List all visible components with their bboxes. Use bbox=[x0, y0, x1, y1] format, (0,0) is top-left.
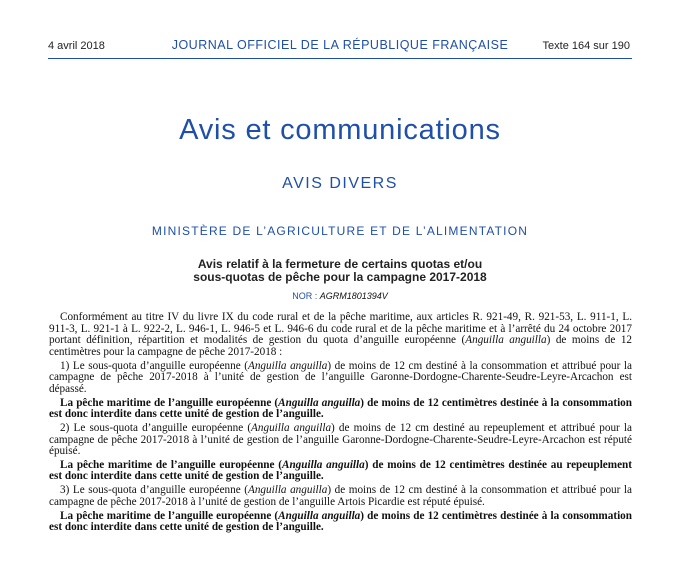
item-2-paragraph bbox=[49, 423, 632, 458]
item-1-decision-b: ) de moins de 12 centimètres destinée à la consommation est donc interdite dans cette unité de gestion de l’anguille. bbox=[49, 396, 632, 421]
header-rule bbox=[48, 58, 632, 59]
species-latin: Anguilla anguilla bbox=[251, 421, 332, 434]
item-3-text-b: ) de moins de 12 cm destiné à la consommation et attribué pour la campagne de pêche 2017-2018 à l’unité de gestion de l’anguille Artois Picardie est réputé épuisé. bbox=[49, 484, 633, 508]
item-1-decision-a: La pêche maritime de l’anguille européenne ( bbox=[60, 396, 279, 409]
species-latin: Anguilla anguilla bbox=[247, 484, 328, 497]
item-3-decision-a: La pêche maritime de l’anguille européenne ( bbox=[60, 509, 279, 522]
item-3-decision-b: ) de moins de 12 centimètres destinée à la consommation est donc interdite dans cette unité de gestion de l’anguille. bbox=[49, 509, 632, 534]
item-2-text-a: 2) Le sous-quota d’anguille européenne ( bbox=[60, 421, 252, 434]
nor-reference bbox=[0, 291, 680, 301]
page-header bbox=[0, 0, 680, 62]
intro-paragraph bbox=[49, 312, 632, 358]
item-1-decision bbox=[49, 398, 632, 421]
item-3-text-a: 3) Le sous-quota d’anguille européenne ( bbox=[60, 484, 248, 497]
notice-title-line1: Avis relatif à la fermeture de certains quotas et/ou bbox=[197, 257, 483, 271]
subsection-title: AVIS DIVERS bbox=[282, 175, 398, 192]
header-date: 4 avril 2018 bbox=[48, 40, 105, 52]
item-1-paragraph bbox=[49, 361, 632, 396]
section-title: Avis et communications bbox=[179, 114, 501, 146]
notice-title bbox=[0, 258, 680, 284]
document-body bbox=[49, 312, 632, 536]
species-latin: Anguilla anguilla bbox=[465, 334, 547, 347]
ministry-heading: MINISTÈRE DE L’AGRICULTURE ET DE L’ALIMENTATION bbox=[151, 224, 529, 238]
header-page-number: Texte 164 sur 190 bbox=[542, 40, 630, 52]
species-latin: Anguilla anguilla bbox=[278, 509, 361, 522]
header-journal-title: JOURNAL OFFICIEL DE LA RÉPUBLIQUE FRANÇAISE bbox=[171, 38, 509, 52]
notice-title-line2: sous-quotas de pêche pour la campagne 2017-2018 bbox=[193, 270, 487, 284]
nor-label: NOR : bbox=[292, 291, 318, 301]
nor-code: AGRM1801394V bbox=[319, 291, 388, 301]
item-2-decision bbox=[49, 460, 632, 483]
item-3-decision bbox=[49, 511, 632, 534]
intro-text-a: Conformément au titre IV du livre IX du code rural et de la pêche maritime, aux articles R. 921-49, R. 921-53, L. 911-1, L. 911-3, L. 921-1 à L. 922-2, L. 946-1, L. 946-5 et L. 946-6 du code rural et de la pêche maritime et à l’arrêté du 24 octobre 2017 portant définition, répartition et modalités de gestion du quota d’anguille européenne ( bbox=[49, 311, 632, 347]
species-latin: Anguilla anguilla bbox=[278, 396, 361, 409]
item-1-text-b: ) de moins de 12 cm destiné à la consommation et attribué pour la campagne de pêche 2017-2018 à l’unité de gestion de l’anguille Garonne-Dordogne-Charente-Seudre-Leyre-Arcachon est dépassé. bbox=[49, 359, 633, 395]
intro-text-b: ) de moins de 12 centimètres pour la campagne de pêche 2017-2018 : bbox=[49, 334, 633, 358]
species-latin: Anguilla anguilla bbox=[247, 359, 328, 372]
item-1-text-a: 1) Le sous-quota d’anguille européenne ( bbox=[60, 359, 248, 372]
item-2-decision-b: ) de moins de 12 centimètres destinée au repeuplement est donc interdite dans cette unité de gestion de l’anguille. bbox=[49, 458, 632, 483]
item-2-text-b: ) de moins de 12 cm destiné au repeuplement et attribué pour la campagne de pêche 2017-2018 à l’unité de gestion de l’anguille Garonne-Dordogne-Charente-Seudre-Leyre-Arcachon est réputé épuisé. bbox=[49, 421, 632, 458]
species-latin: Anguilla anguilla bbox=[281, 458, 365, 471]
item-2-decision-a: La pêche maritime de l’anguille européenne ( bbox=[60, 458, 282, 471]
item-3-paragraph bbox=[49, 485, 632, 508]
